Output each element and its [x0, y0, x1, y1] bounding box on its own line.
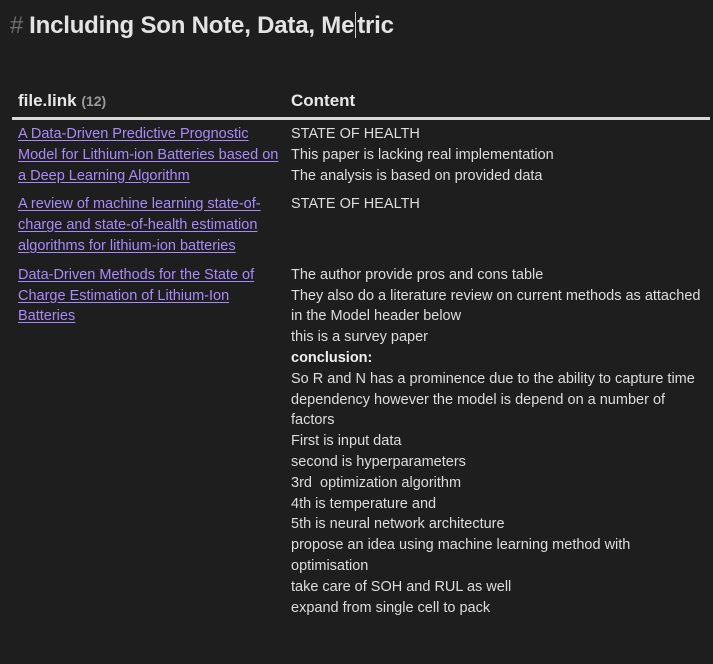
content-cell: [285, 261, 710, 623]
conclusion-label: conclusion:: [291, 349, 373, 366]
content-line: So R and N has a prominence due to the ability to capture time dependency however the model is depend on a number of factors: [291, 370, 695, 429]
file-link-cell: [12, 190, 285, 260]
table-row: [12, 119, 710, 191]
file-link-cell: [12, 119, 285, 191]
heading-text-end: tric: [357, 12, 394, 39]
result-count: (12): [81, 93, 107, 109]
content-line: The analysis is based on provided data: [291, 167, 543, 184]
content-line: 3rd optimization algorithm: [291, 474, 462, 491]
content-line: The author provide pros and cons table: [291, 266, 544, 283]
content-line: expand from single cell to pack: [291, 599, 491, 616]
column-header-content-label: Content: [291, 91, 356, 110]
table-row: [12, 261, 710, 623]
content-line: 4th is temperature and: [291, 495, 437, 512]
heading-hash-marker: #: [10, 12, 24, 39]
column-header-file-link[interactable]: [12, 86, 285, 119]
note-heading[interactable]: [10, 12, 394, 40]
content-line: this is a survey paper: [291, 329, 429, 346]
table-header-row: [12, 86, 710, 119]
content-line: take care of SOH and RUL as well: [291, 578, 512, 595]
content-cell: [285, 119, 710, 191]
content-line: STATE OF HEALTH: [291, 126, 420, 142]
column-header-file-link-label: file.link: [18, 91, 77, 110]
file-link-cell: [12, 261, 285, 623]
file-link[interactable]: A Data-Driven Predictive Prognostic Model for Lithium-ion Batteries based on a Deep Learning Algorithm: [18, 126, 279, 184]
file-link[interactable]: A review of machine learning state-of-charge and state-of-health estimation algorithms for lithium-ion batteries: [18, 196, 261, 254]
file-link[interactable]: Data-Driven Methods for the State of Charge Estimation of Lithium-Ion Batteries: [18, 266, 255, 325]
content-line: This paper is lacking real implementation: [291, 146, 554, 163]
column-header-content[interactable]: [285, 86, 710, 119]
content-line: They also do a literature review on current methods as attached in the Model header below: [291, 287, 701, 325]
dataview-table: [12, 86, 710, 622]
content-line: First is input data: [291, 433, 402, 450]
content-line: STATE OF HEALTH: [291, 196, 420, 213]
heading-text-start: Including Son Note, Data, Me: [29, 12, 355, 39]
table-row: [12, 190, 710, 260]
content-line: 5th is neural network architecture: [291, 516, 505, 533]
content-line-bold: [291, 348, 704, 369]
content-line: second is hyperparameters: [291, 453, 466, 470]
content-line: propose an idea using machine learning method with optimisation: [291, 537, 631, 574]
content-cell: [285, 190, 710, 260]
